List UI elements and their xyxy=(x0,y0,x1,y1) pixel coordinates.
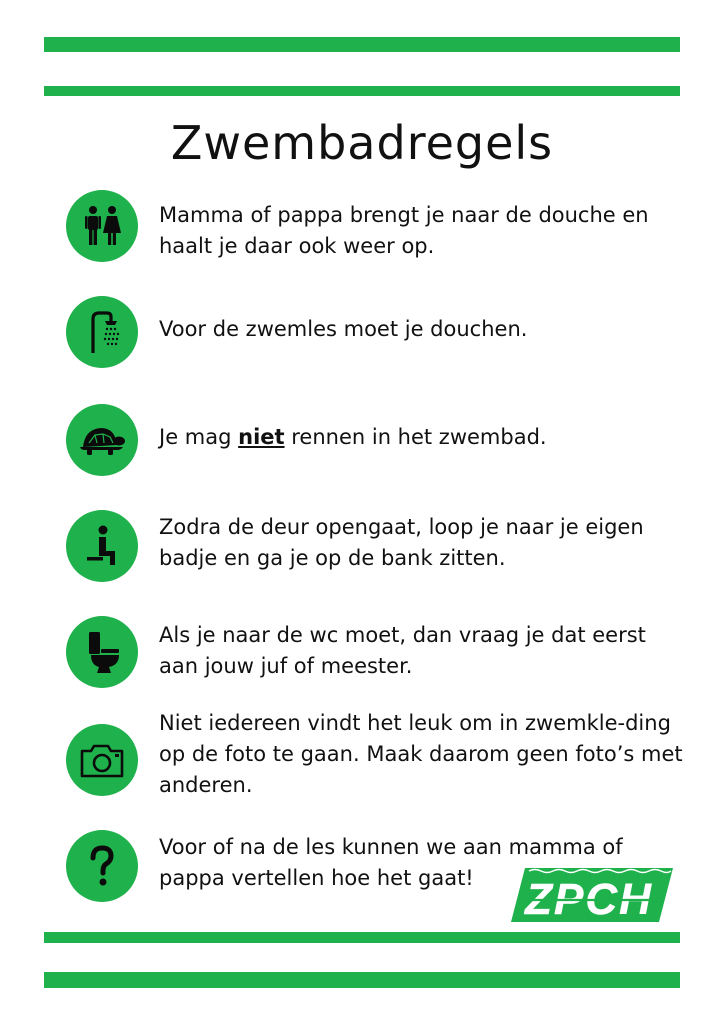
rule-3-text xyxy=(159,422,684,453)
rule-4-text: Zodra de deur opengaat, loop je naar je eigen badje en ga je op de bank zitten. xyxy=(159,515,644,570)
camera-icon xyxy=(66,724,138,796)
sitting-person-icon xyxy=(66,510,138,582)
rule-3-text-before: Je mag xyxy=(159,425,239,449)
turtle-icon xyxy=(66,404,138,476)
parents-icon xyxy=(66,190,138,262)
top-bar-2 xyxy=(44,86,680,96)
bottom-bar-1 xyxy=(44,932,680,943)
bottom-bar-2 xyxy=(44,972,680,988)
logo-text: ZPCH xyxy=(525,875,653,922)
top-bar-1 xyxy=(44,37,680,52)
rule-7-text: Voor of na de les kunnen we aan mamma of pappa vertellen hoe het gaat! xyxy=(159,835,623,890)
page-title: Zwembadregels xyxy=(170,116,554,170)
rule-6-text: Niet iedereen vindt het leuk om in zwemkle-ding op de foto te gaan. Maak daarom geen foto’s met anderen. xyxy=(159,711,683,797)
zpch-logo xyxy=(511,868,673,922)
question-mark-icon xyxy=(66,830,138,902)
rule-2-text: Voor de zwemles moet je douchen. xyxy=(159,317,528,341)
shower-icon xyxy=(66,296,138,368)
rule-5-text: Als je naar de wc moet, dan vraag je dat eerst aan jouw juf of meester. xyxy=(159,623,646,678)
rule-1-text: Mamma of pappa brengt je naar de douche en haalt je daar ook weer op. xyxy=(159,203,649,258)
rule-3-text-after: rennen in het zwembad. xyxy=(284,425,547,449)
toilet-icon xyxy=(66,616,138,688)
rule-3-emphasis: niet xyxy=(238,425,285,449)
